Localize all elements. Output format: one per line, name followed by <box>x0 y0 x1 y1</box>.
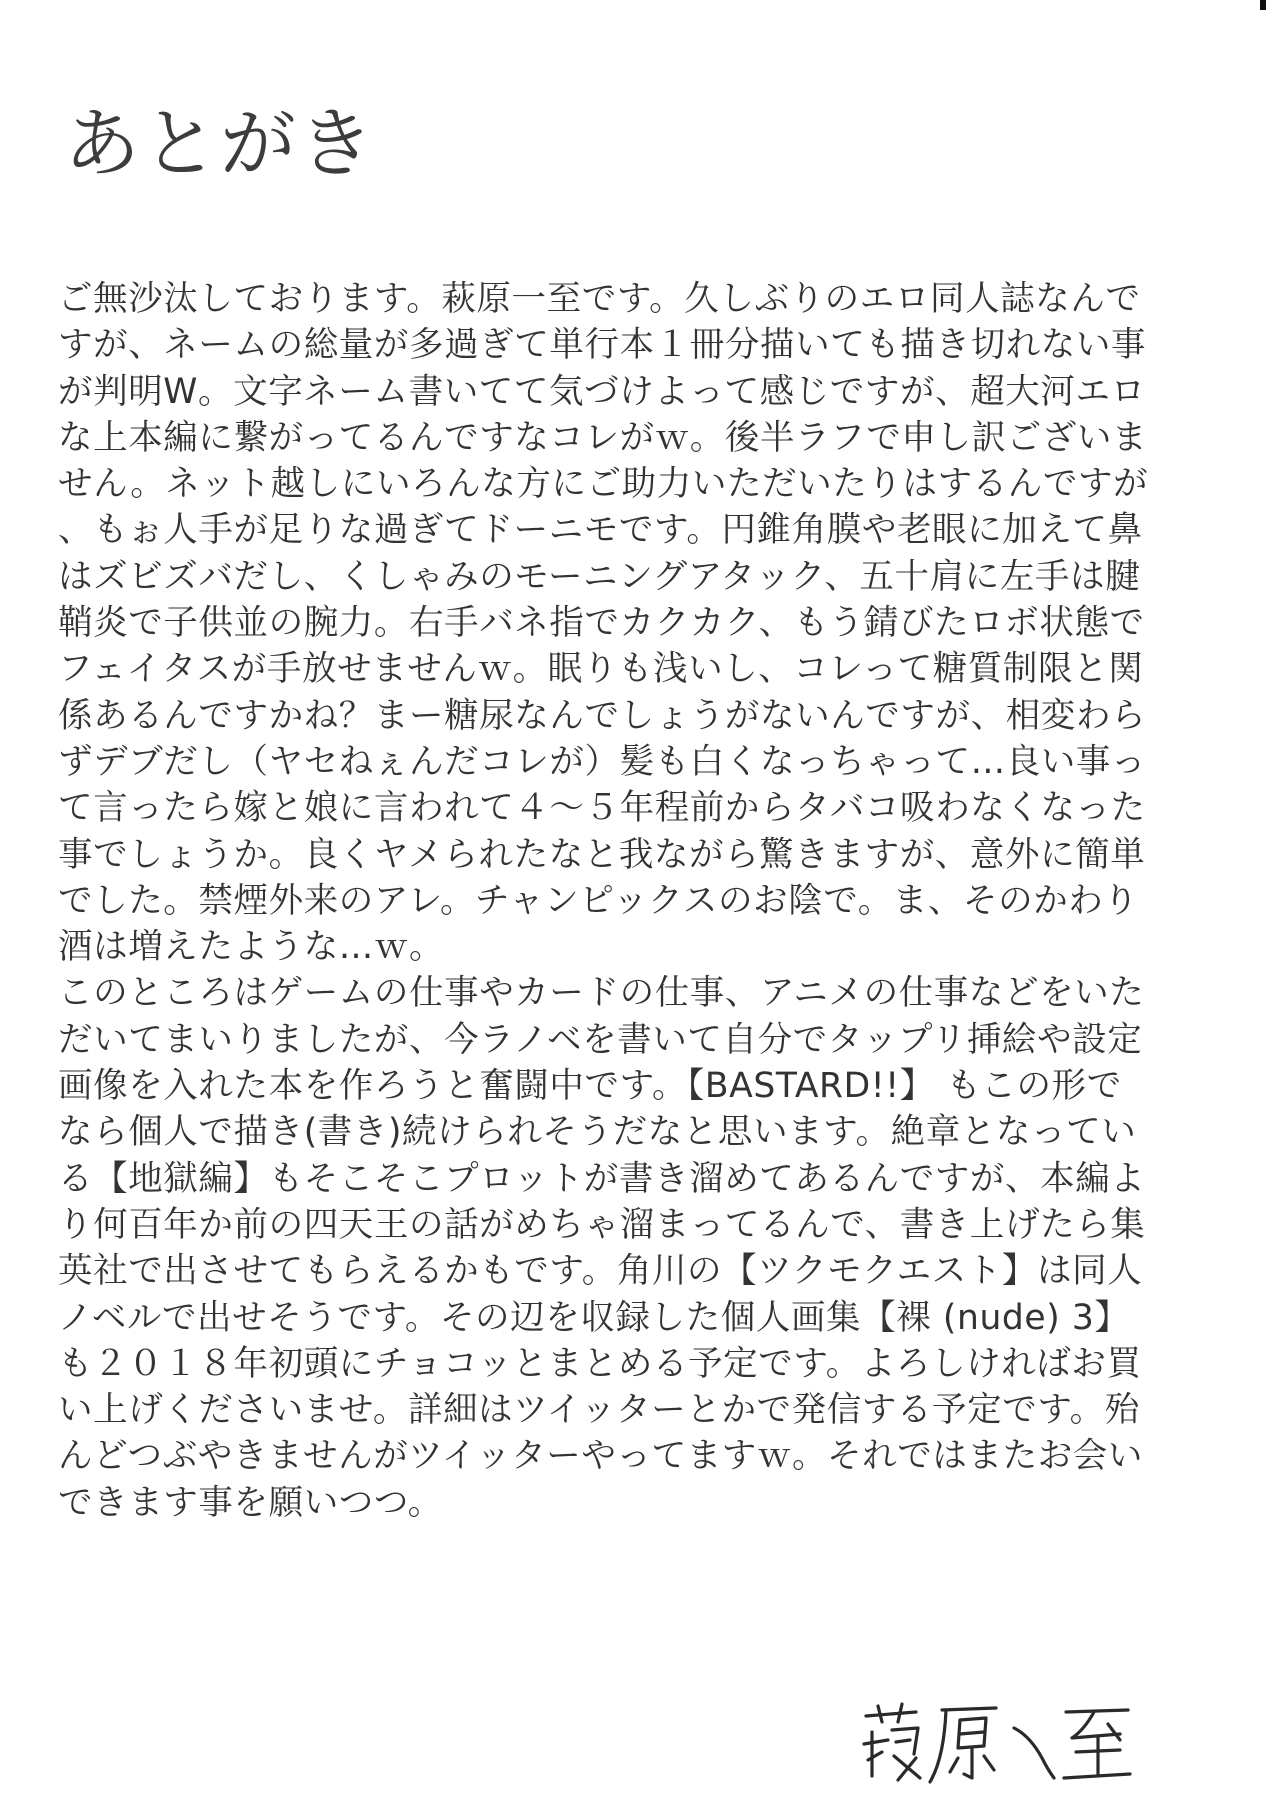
text-line: い上げくださいませ。詳細はツイッターとかで発信する予定です。殆 <box>58 1390 1140 1431</box>
text-line: 係あるんですかね？まー糖尿なんでしょうがないんですが、相変わら <box>58 695 1147 736</box>
text-line: 、もぉ人手が足りな過ぎてドーニモです。円錐角膜や老眼に加えて鼻 <box>58 510 1143 551</box>
text-line: ずデブだし（ヤセねぇんだコレが）髪も白くなっちゃって…良い事っ <box>58 741 1147 782</box>
text-line: できます事を願いつつ。 <box>58 1482 443 1523</box>
text-line: が判明W。文字ネーム書いてて気づけよって感じですが、超大河エロ <box>58 371 1146 412</box>
text-line: 事でしょうか。良くヤメられたなと我ながら驚きますが、意外に簡単 <box>58 834 1146 875</box>
text-line: フェイタスが手放せませんｗ。眠りも浅いし、コレって糖質制限と関 <box>58 649 1144 690</box>
text-line: でした。禁煙外来のアレ。チャンピックスのお陰で。ま、そのかわり <box>58 880 1139 921</box>
paragraph <box>58 276 1168 970</box>
text-line: も２０１８年初頭にチョコッとまとめる予定です。よろしければお買 <box>58 1343 1142 1384</box>
text-line: せん。ネット越しにいろんな方にご助力いただいたりはするんですが <box>58 464 1149 505</box>
text-line: んどつぶやきませんがツイッターやってますｗ。それではまたお会い <box>58 1436 1143 1477</box>
afterword-body <box>58 276 1168 1526</box>
text-line: 鞘炎で子供並の腕力。右手バネ指でカクカク、もう錆びたロボ状態で <box>58 603 1145 644</box>
text-line: だいてまいりましたが、今ラノベを書いて自分でタップリ挿絵や設定 <box>58 1019 1143 1060</box>
page-title: あとがき <box>64 99 376 188</box>
text-line: 英社で出させてもらえるかもです。角川の【ツクモクエスト】は同人 <box>58 1251 1143 1292</box>
text-line: り何百年か前の四天王の話がめちゃ溜まってるんで、書き上げたら集 <box>58 1204 1146 1245</box>
text-line: このところはゲームの仕事やカードの仕事、アニメの仕事などをいた <box>58 973 1145 1014</box>
text-line: る【地獄編】もそこそこプロットが書き溜めてあるんですが、本編よ <box>58 1158 1146 1199</box>
handwritten-signature <box>858 1698 1158 1788</box>
text-line: ノベルで出せそうです。その辺を収録した個人画集【裸 (nude) 3】 <box>58 1297 1130 1338</box>
text-line: ご無沙汰しております。萩原一至です。久しぶりのエロ同人誌なんで <box>58 279 1141 319</box>
text-line: な上本編に繋がってるんですなコレがｗ。後半ラフで申し訳ございま <box>58 417 1148 458</box>
paragraph <box>58 970 1168 1526</box>
corner-mark <box>1260 0 1266 10</box>
text-line: なら個人で描き(書き)続けられそうだなと思います。絶章となってい <box>58 1112 1137 1153</box>
text-line: すが、ネームの総量が多過ぎて単行本１冊分描いても描き切れない事 <box>58 325 1147 366</box>
text-line: 画像を入れた本を作ろうと奮闘中です。【BASTARD!!】 もこの形で <box>58 1066 1122 1107</box>
text-line: 酒は増えたような…ｗ。 <box>58 927 445 968</box>
text-line: はズビズバだし、くしゃみのモーニングアタック、五十肩に左手は腱 <box>58 556 1141 597</box>
text-line: て言ったら嫁と娘に言われて４～５年程前からタバコ吸わなくなった <box>58 788 1146 829</box>
